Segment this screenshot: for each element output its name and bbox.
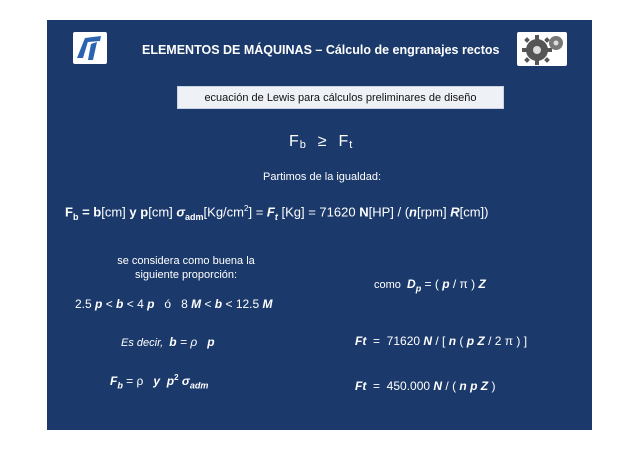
eq-p-unit: [cm] — [148, 204, 177, 220]
como-eq: = ( — [421, 277, 443, 291]
geq-symbol: ≥ — [317, 133, 328, 150]
eq-b-unit: [cm] — [101, 204, 130, 220]
ft1-rpm: n — [448, 334, 457, 348]
ratio-lt3: < — [201, 297, 215, 311]
ft2-n: N — [433, 379, 443, 393]
eq-sigma-sub: adm — [185, 211, 204, 222]
como-d-sub: p — [415, 283, 422, 294]
ratio-b1: b — [116, 297, 124, 311]
ratio-a: 2.5 — [75, 297, 96, 311]
eq-b: b — [93, 204, 102, 220]
subtitle-box: ecuación de Lewis para cálculos preliminares de diseño — [177, 86, 504, 109]
fb2-y: y — [153, 374, 161, 388]
es-decir-eq: = ρ — [176, 335, 208, 349]
ft-symbol: F — [338, 133, 350, 150]
logo-image — [73, 32, 107, 64]
fb2-f-sub: b — [117, 380, 123, 391]
fb-symbol: F — [289, 133, 300, 150]
eq-rpm-unit: [rpm] — [416, 204, 451, 220]
pitch-diameter-relation — [374, 277, 486, 293]
fb-equation — [110, 373, 208, 390]
ratio-or: ó 8 — [154, 297, 192, 311]
proportion-note: se considera como buena la siguiente proporción: — [117, 255, 255, 281]
eq-y: y — [129, 204, 137, 220]
ft1-z: Z — [477, 334, 485, 348]
ratio-p2: p — [147, 297, 155, 311]
ft-equation-1 — [355, 334, 527, 348]
como-div: / π ) — [449, 277, 479, 291]
eq-ft-unit: [Kg] = 71620 — [277, 204, 360, 220]
es-decir-relation — [121, 335, 215, 349]
fb2-eq: = ρ — [122, 374, 154, 388]
eq-fb: F — [65, 204, 73, 220]
ft1-p: p — [466, 334, 475, 348]
ft2-z: Z — [480, 379, 489, 393]
ft-equation-2 — [355, 379, 495, 393]
eq-sigma-close: ] = — [248, 204, 267, 220]
como-p: p — [442, 277, 450, 291]
eq-sigma-exp: 2 — [244, 204, 249, 213]
eq-sigma-unit: [Kg/cm — [203, 204, 245, 220]
fb2-sp — [160, 374, 167, 388]
ratio-m1: M — [191, 297, 202, 311]
eq-n-unit: [HP] / ( — [368, 204, 410, 220]
ft1-end: / 2 π ) ] — [484, 334, 528, 348]
ft2-ft: Ft — [355, 379, 367, 393]
ft1-mid: / [ — [432, 334, 449, 348]
fb2-sigma: σ — [181, 374, 190, 388]
page-title: ELEMENTOS DE MÁQUINAS – Cálculo de engranajes rectos — [142, 43, 500, 57]
fb2-p: p — [166, 374, 175, 388]
eq-equals: = — [78, 204, 94, 220]
como-d: D — [407, 277, 416, 291]
eq-rpm: n — [409, 204, 417, 220]
ft2-eq: = 450.000 — [366, 379, 434, 393]
ratio-lt2: < 4 — [123, 297, 148, 311]
es-decir-label: Es decir, — [121, 337, 170, 349]
ft1-mid2: ( — [456, 334, 467, 348]
ratio-b2: b — [214, 297, 223, 311]
ratio-p1: p — [95, 297, 103, 311]
ratio-m2: M — [262, 297, 273, 311]
ft1-eq: = 71620 — [366, 334, 424, 348]
ratio-lt4: < 12.5 — [222, 297, 263, 311]
eq-sigma: σ — [176, 204, 186, 220]
ft2-p: p — [470, 379, 478, 393]
proportion-range — [75, 297, 273, 311]
eq-r: R — [450, 204, 460, 220]
ft2-mid: / ( — [442, 379, 460, 393]
ft1-ft: Ft — [355, 334, 367, 348]
fb-subscript: b — [299, 139, 307, 151]
ft1-n: N — [423, 334, 433, 348]
intro-text: Partimos de la igualdad: — [263, 171, 382, 183]
ft2-rpm: n — [459, 379, 467, 393]
fb2-p-exp: 2 — [174, 373, 179, 382]
como-z: Z — [478, 277, 486, 291]
ft-subscript: t — [349, 139, 354, 151]
slide — [47, 20, 592, 430]
eq-p: p — [140, 204, 149, 220]
eq-ft: F — [266, 204, 275, 220]
es-decir-b: b — [169, 335, 177, 349]
ft2-end: ) — [488, 379, 496, 393]
inequality — [289, 133, 353, 151]
eq-n: N — [359, 204, 369, 220]
gears-image — [517, 32, 567, 66]
fb2-sigma-sub: adm — [189, 380, 209, 391]
lewis-equation — [65, 204, 489, 222]
eq-ft-sub: t — [274, 211, 278, 222]
ratio-lt1: < — [102, 297, 117, 311]
es-decir-p: p — [207, 335, 215, 349]
eq-r-unit: [cm]) — [459, 204, 489, 220]
fb2-f: F — [110, 374, 118, 388]
como-label: como — [374, 279, 408, 291]
eq-fb-sub: b — [72, 211, 79, 222]
